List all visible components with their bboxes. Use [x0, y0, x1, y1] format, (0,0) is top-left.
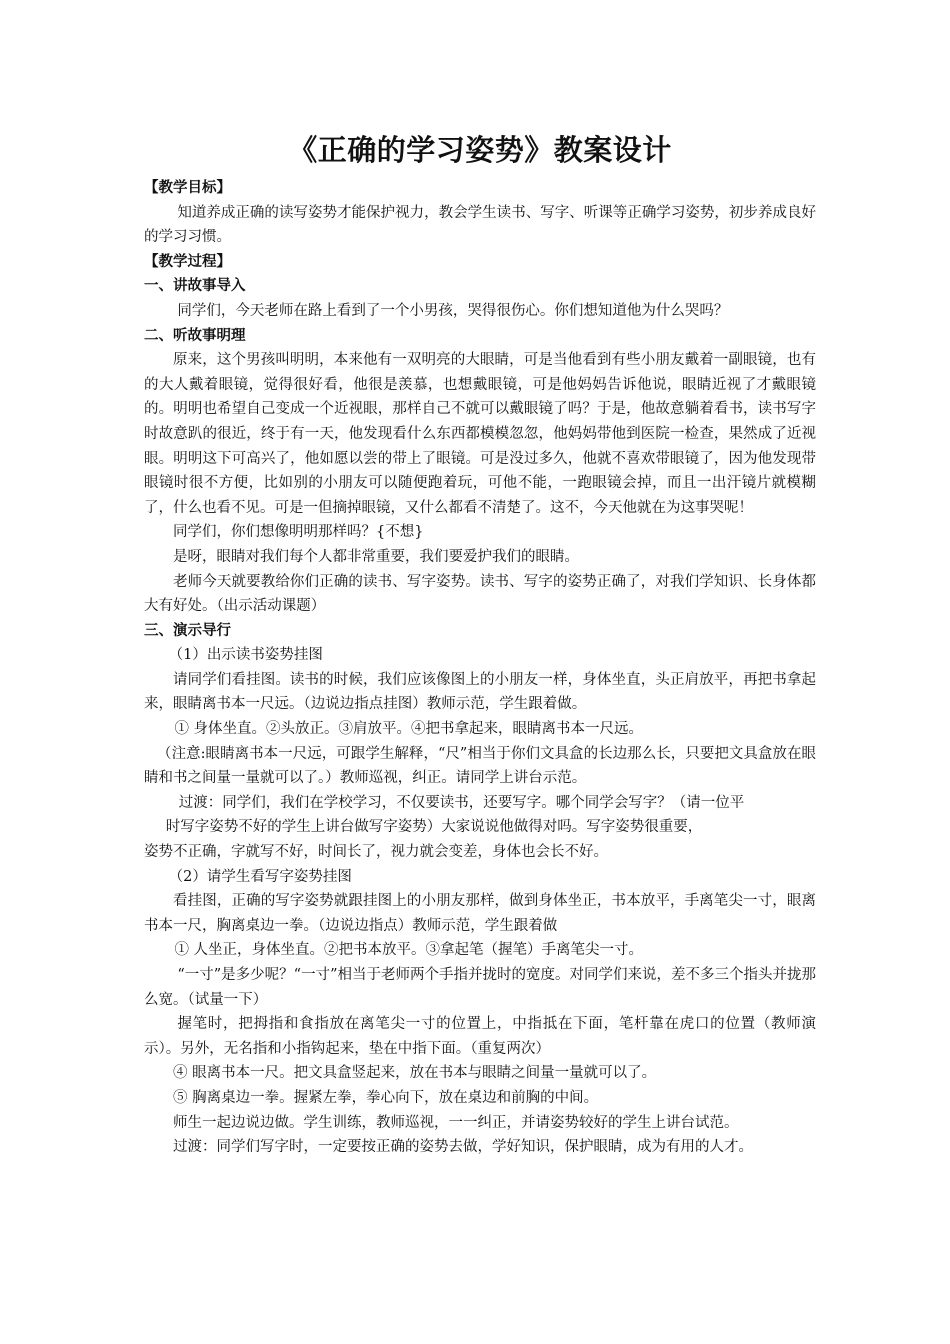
- grip-paragraph: 握笔时，把拇指和食指放在离笔尖一寸的位置上，中指抵在下面，笔杆靠在虎口的位置（教师演示）。另外，无名指和小指钩起来，垫在中指下面。（重复两次）: [144, 1016, 816, 1057]
- writing-paragraph: 看挂图，正确的写字姿势就跟挂图上的小朋友那样，做到身体坐正，书本放平，手离笔尖一寸，眼离书本一尺，胸离桌边一拳。（边说边指点）教师示范，学生跟着做: [144, 893, 816, 934]
- section1-paragraph: 同学们，今天老师在路上看到了一个小男孩，哭得很伤心。你们想知道他为什么哭吗？: [177, 302, 729, 319]
- eyes-paragraph: 是呀，眼睛对我们每个人都非常重要，我们要爱护我们的眼睛。: [173, 548, 579, 565]
- transition-line-3: 姿势不正确，字就写不好，时间长了，视力就会变差，身体也会长不好。: [144, 844, 608, 861]
- inch-paragraph: “一寸”是多少呢？“一寸”相当于老师两个手指并拢时的宽度。对同学们来说，差不多三个指头并拢那么宽。（试量一下）: [144, 967, 816, 1008]
- section2-heading: 二、听故事明理: [144, 327, 246, 344]
- reading-steps: ① 身体坐直。②头放正。③肩放平。④把书拿起来，眼睛离书本一尺远。: [174, 721, 644, 738]
- writing-steps: ① 人坐正，身体坐直。②把书本放平。③拿起笔（握笔）手离笔尖一寸。: [174, 942, 644, 959]
- section1-heading: 一、讲故事导入: [144, 278, 246, 295]
- writing-subheading: （2）请学生看写字姿势挂图: [168, 868, 352, 885]
- closing-paragraph: 过渡：同学们写字时，一定要按正确的姿势去做，学好知识，保护眼睛，成为有用的人才。: [173, 1139, 753, 1156]
- section3-heading: 三、演示导行: [144, 622, 231, 639]
- question-paragraph: 同学们，你们想像明明那样吗？{不想}: [173, 524, 424, 541]
- topic-paragraph: 老师今天就要教给你们正确的读书、写字姿势。读书、写字的姿势正确了，对我们学知识、长身体都大有好处。（出示活动课题）: [144, 573, 816, 615]
- document-title: 《正确的学习姿势》教案设计: [288, 133, 672, 167]
- process-heading: 【教学过程】: [144, 253, 231, 270]
- chest-distance-step: ⑤ 胸离桌边一拳。握紧左拳，拳心向下，放在桌边和前胸的中间。: [173, 1089, 599, 1106]
- goal-heading: 【教学目标】: [144, 180, 231, 196]
- transition-line-1: 过渡：同学们，我们在学校学习，不仅要读书，还要写字。哪个同学会写字？（请一位平: [178, 794, 745, 811]
- reading-note: （注意:眼睛离书本一尺远，可跟学生解释，“尺”相当于你们文具盒的长边那么长，只要把文具盒放在眼睛和书之间量一量就可以了。）教师巡视，纠正。请同学上讲台示范。: [144, 745, 816, 787]
- goal-paragraph: 知道养成正确的读写姿势才能保护视力，教会学生读书、写字、听课等正确学习姿势，初步养成良好的学习习惯。: [144, 204, 816, 246]
- reading-subheading: （1）出示读书姿势挂图: [168, 647, 323, 664]
- reading-paragraph: 请同学们看挂图。读书的时候，我们应该像图上的小朋友一样，身体坐直，头正肩放平，再把书拿起来，眼睛离书本一尺远。（边说边指点挂图）教师示范，学生跟着做。: [144, 671, 816, 713]
- practice-paragraph: 师生一起边说边做。学生训练，教师巡视，一一纠正，并请姿势较好的学生上讲台试范。: [173, 1114, 739, 1131]
- document-page: [144, 124, 816, 1160]
- transition-line-2: 时写字姿势不好的学生上讲台做写字姿势）大家说说他做得对吗。写字姿势很重要，: [165, 819, 703, 836]
- eye-distance-step: ④ 眼离书本一尺。把文具盒竖起来，放在书本与眼睛之间量一量就可以了。: [173, 1065, 657, 1082]
- story-paragraph: 原来，这个男孩叫明明，本来他有一双明亮的大眼睛，可是当他看到有些小朋友戴着一副眼镜，也有的大人戴着眼镜，觉得很好看，他很是羡慕，也想戴眼镜，可是他妈妈告诉他说，眼睛近视了才戴眼镜的。明明也希望自己变成一个近视眼，那样自己不就可以戴眼镜了吗？于是，他故意躺着看书，读书写字时故意趴的很近，终于有一天，他发现看什么东西都模模忽忽，他妈妈带他到医院一检查，果然成了近视眼。明明这下可高兴了，他如愿以尝的带上了眼镜。可是没过多久，他就不喜欢带眼镜了，因为他发现带眼镜时很不方便，比如别的小朋友可以随便跑着玩，可他不能，一跑眼镜会掉，而且一出汗镜片就模糊了，什么也看不见。可是一但摘掉眼镜，又什么都看不清楚了。这不，今天他就在为这事哭呢！: [144, 352, 816, 516]
